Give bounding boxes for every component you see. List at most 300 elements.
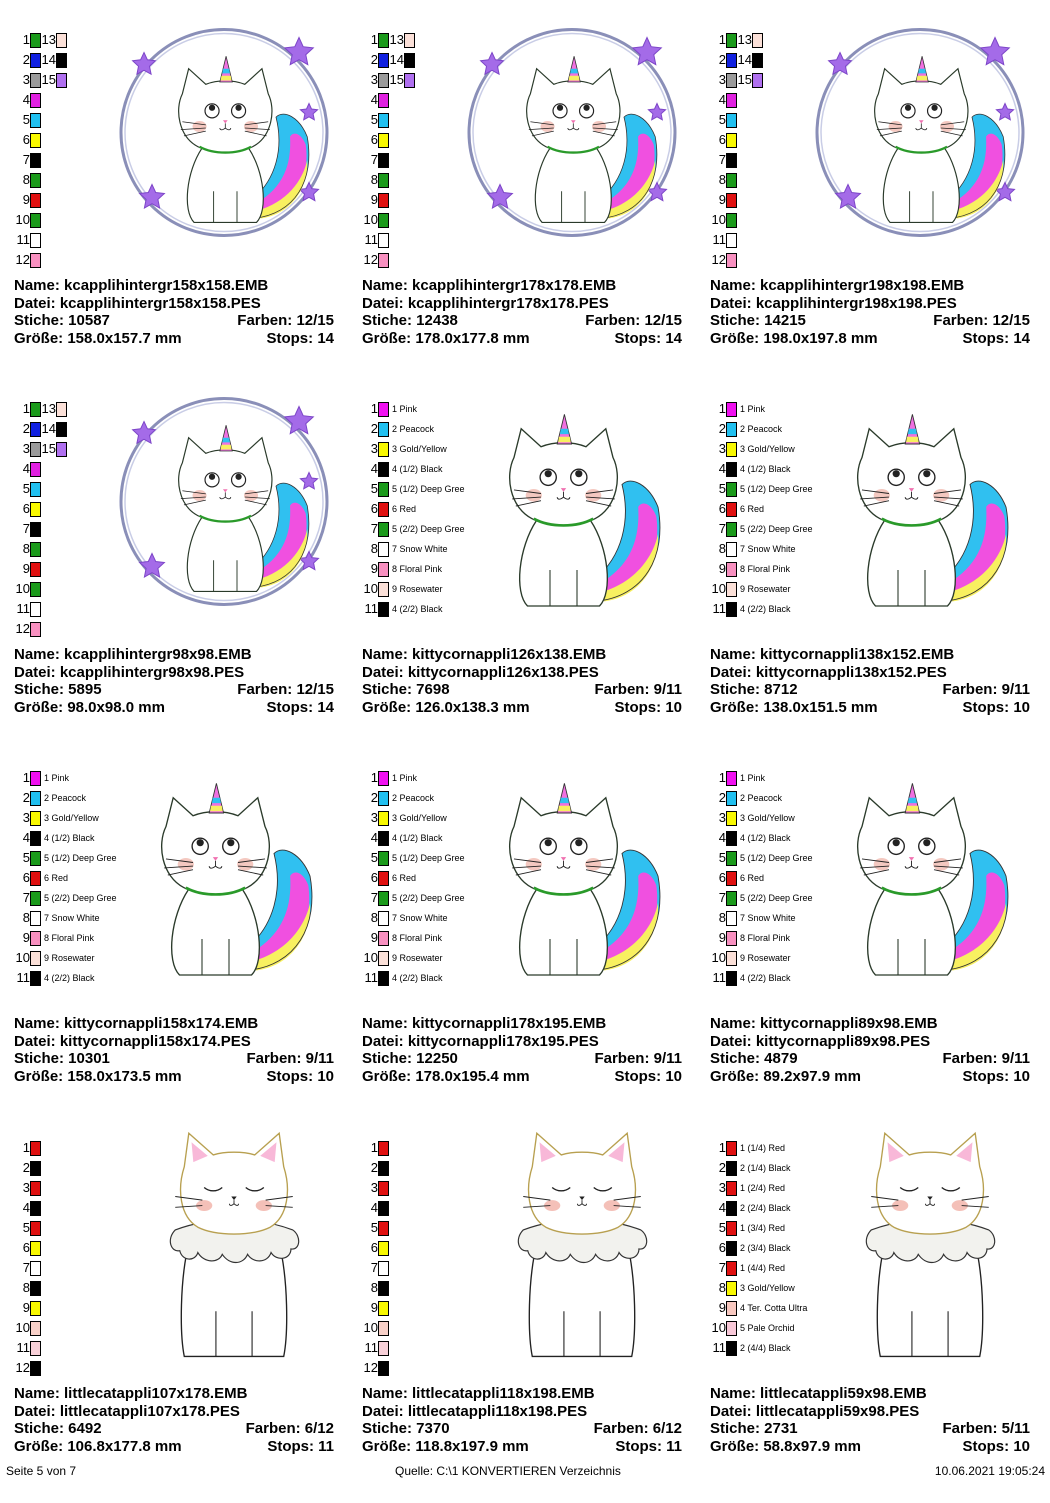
- color-swatch: [726, 193, 737, 208]
- palette-row: [362, 1238, 389, 1258]
- color-name: 8 Floral Pink: [740, 933, 791, 943]
- palette-row: [362, 110, 415, 130]
- color-swatch: [378, 1201, 389, 1216]
- color-number: 5: [718, 850, 726, 865]
- color-swatch: [378, 562, 389, 577]
- color-swatch: [30, 73, 41, 88]
- source-path: Quelle: C:\1 KONVERTIEREN Verzeichnis: [395, 1464, 621, 1478]
- color-name: 5 (1/2) Deep Gree: [740, 484, 813, 494]
- palette-row: [710, 1338, 807, 1358]
- color-name: 1 Pink: [44, 773, 70, 783]
- color-number: 8: [718, 910, 726, 925]
- color-name: 9 Rosewater: [44, 953, 95, 963]
- palette-row: [362, 599, 465, 619]
- palette-row: [14, 768, 117, 788]
- color-swatch: [726, 1161, 737, 1176]
- kittycorn-design-preview: [462, 758, 682, 983]
- color-number: 7: [370, 152, 378, 167]
- palette-row: [14, 70, 67, 90]
- color-number: 12: [15, 1360, 30, 1375]
- color-number: 5: [22, 850, 30, 865]
- color-swatch: [30, 1301, 41, 1316]
- color-number: 3: [718, 72, 726, 87]
- palette-row: [710, 50, 763, 70]
- palette-row: [362, 90, 415, 110]
- color-palette: [710, 399, 813, 619]
- color-number: 9: [718, 561, 726, 576]
- color-swatch: [56, 73, 67, 88]
- palette-row: [710, 250, 763, 270]
- color-number: 4: [718, 1200, 726, 1215]
- color-number: 5: [22, 1220, 30, 1235]
- color-name: 3 Gold/Yellow: [740, 444, 795, 454]
- design-card: [362, 768, 702, 1133]
- color-name: 2 (1/4) Black: [740, 1163, 791, 1173]
- color-name: 4 (1/2) Black: [392, 833, 443, 843]
- color-palette: [362, 768, 465, 988]
- palette-row: [362, 150, 415, 170]
- color-swatch: [378, 542, 389, 557]
- color-number: 3: [22, 810, 30, 825]
- color-name: 2 (4/4) Black: [740, 1343, 791, 1353]
- color-swatch: [726, 831, 737, 846]
- color-name: 3 Gold/Yellow: [392, 813, 447, 823]
- color-number: 1: [370, 770, 378, 785]
- color-swatch: [30, 542, 41, 557]
- palette-row: [710, 968, 813, 988]
- size-stops: Größe: 126.0x138.3 mm Stops: 10: [362, 698, 682, 716]
- palette-row: [710, 928, 813, 948]
- color-swatch: [378, 1301, 389, 1316]
- palette-row: [362, 768, 465, 788]
- color-swatch: [56, 402, 67, 417]
- color-number: 15: [389, 72, 404, 87]
- palette-row: [14, 1198, 41, 1218]
- color-swatch: [378, 811, 389, 826]
- palette-row: [362, 419, 465, 439]
- color-swatch: [30, 622, 41, 637]
- color-swatch: [726, 233, 737, 248]
- stitch-colors: Stiche: 12438 Farben: 12/15: [362, 312, 682, 329]
- color-number: 2: [370, 421, 378, 436]
- color-name: 4 (2/2) Black: [392, 604, 443, 614]
- color-swatch: [30, 422, 41, 437]
- palette-row: [14, 1238, 41, 1258]
- palette-row: [710, 190, 763, 210]
- design-info: [14, 277, 334, 347]
- design-name: Name: kittycornappli126x138.EMB: [362, 646, 607, 663]
- color-name: 5 (2/2) Deep Gree: [740, 524, 813, 534]
- color-name: 7 Snow White: [392, 544, 448, 554]
- color-swatch: [726, 1221, 737, 1236]
- palette-row: [14, 50, 67, 70]
- kitty-ring-design-preview: [462, 20, 682, 245]
- design-card: [14, 30, 354, 395]
- color-name: 1 Pink: [392, 404, 418, 414]
- color-name: 6 Red: [740, 504, 765, 514]
- color-name: 4 (2/2) Black: [740, 973, 791, 983]
- palette-row: [14, 1138, 41, 1158]
- color-swatch: [726, 871, 737, 886]
- color-swatch: [726, 542, 737, 557]
- color-number: 14: [389, 52, 404, 67]
- color-name: 2 (2/4) Black: [740, 1203, 791, 1213]
- color-number: 10: [363, 212, 378, 227]
- color-number: 11: [712, 970, 726, 985]
- color-swatch: [726, 562, 737, 577]
- color-number: 13: [41, 32, 56, 47]
- design-file: Datei: littlecatappli107x178.PES: [14, 1402, 240, 1420]
- color-swatch: [726, 582, 737, 597]
- color-swatch: [378, 1241, 389, 1256]
- design-info: [710, 277, 1030, 347]
- palette-row: [710, 439, 813, 459]
- color-swatch: [726, 1241, 737, 1256]
- palette-row: [362, 499, 465, 519]
- color-swatch: [30, 771, 41, 786]
- color-number: 7: [370, 521, 378, 536]
- color-number: 6: [22, 132, 30, 147]
- palette-row: [362, 1218, 389, 1238]
- color-swatch: [378, 1221, 389, 1236]
- color-palette: [14, 399, 67, 639]
- palette-row: [14, 1318, 41, 1338]
- color-swatch: [378, 213, 389, 228]
- color-swatch: [30, 173, 41, 188]
- color-number: 4: [370, 1200, 378, 1215]
- color-number: 2: [370, 790, 378, 805]
- palette-row: [710, 150, 763, 170]
- palette-row: [362, 848, 465, 868]
- design-info: [362, 1015, 682, 1085]
- color-swatch: [30, 213, 41, 228]
- color-number: 1: [22, 32, 30, 47]
- design-info: [362, 277, 682, 347]
- palette-row: [14, 579, 67, 599]
- color-number: 2: [22, 1160, 30, 1175]
- color-swatch: [726, 1301, 737, 1316]
- color-number: 4: [718, 461, 726, 476]
- design-card: [710, 399, 1050, 764]
- color-swatch: [378, 1361, 389, 1376]
- little-cat-design-preview: [482, 1126, 682, 1361]
- color-number: 14: [41, 421, 56, 436]
- palette-row: [362, 170, 415, 190]
- color-swatch: [30, 562, 41, 577]
- little-cat-design-preview: [134, 1126, 334, 1361]
- color-number: 9: [370, 1300, 378, 1315]
- color-number: 6: [22, 1240, 30, 1255]
- palette-row: [14, 868, 117, 888]
- color-name: 1 Pink: [740, 773, 766, 783]
- palette-row: [14, 519, 67, 539]
- color-swatch: [378, 522, 389, 537]
- design-card: [14, 768, 354, 1133]
- palette-row: [362, 230, 415, 250]
- color-number: 2: [370, 52, 378, 67]
- color-number: 10: [15, 950, 30, 965]
- color-number: 1: [370, 401, 378, 416]
- color-name: 3 Gold/Yellow: [740, 1283, 795, 1293]
- color-number: 7: [718, 152, 726, 167]
- color-number: 2: [22, 421, 30, 436]
- palette-row: [362, 579, 465, 599]
- color-number: 1: [22, 770, 30, 785]
- color-swatch: [378, 771, 389, 786]
- color-number: 4: [22, 1200, 30, 1215]
- color-name: 9 Rosewater: [740, 584, 791, 594]
- color-swatch: [726, 402, 737, 417]
- color-number: 8: [370, 1280, 378, 1295]
- palette-row: [14, 968, 117, 988]
- color-swatch: [404, 53, 415, 68]
- page-number: Seite 5 von 7: [6, 1464, 77, 1478]
- stitch-colors: Stiche: 8712 Farben: 9/11: [710, 681, 1030, 698]
- palette-row: [14, 230, 67, 250]
- color-name: 5 (1/2) Deep Gree: [44, 853, 117, 863]
- palette-row: [710, 90, 763, 110]
- color-name: 2 Peacock: [740, 793, 783, 803]
- palette-row: [14, 419, 67, 439]
- palette-row: [710, 539, 813, 559]
- color-name: 3 Gold/Yellow: [740, 813, 795, 823]
- color-number: 7: [370, 890, 378, 905]
- color-number: 11: [364, 232, 378, 247]
- color-swatch: [30, 133, 41, 148]
- design-name: Name: kcapplihintergr198x198.EMB: [710, 277, 965, 294]
- color-number: 11: [712, 1340, 726, 1355]
- design-file: Datei: kittycornappli138x152.PES: [710, 663, 947, 681]
- color-swatch: [56, 442, 67, 457]
- color-swatch: [378, 502, 389, 517]
- size-stops: Größe: 106.8x177.8 mm Stops: 11: [14, 1437, 334, 1455]
- color-swatch: [378, 1161, 389, 1176]
- color-name: 9 Rosewater: [392, 584, 443, 594]
- color-name: 7 Snow White: [740, 544, 796, 554]
- palette-row: [710, 768, 813, 788]
- kittycorn-design-preview: [810, 389, 1030, 614]
- design-file: Datei: kcapplihintergr198x198.PES: [710, 294, 957, 312]
- design-card: [362, 1138, 702, 1503]
- color-number: 14: [737, 52, 752, 67]
- color-number: 8: [718, 1280, 726, 1295]
- palette-row: [710, 1198, 807, 1218]
- palette-row: [710, 70, 763, 90]
- color-palette: [362, 399, 465, 619]
- color-name: 1 Pink: [392, 773, 418, 783]
- size-stops: Größe: 178.0x177.8 mm Stops: 14: [362, 329, 682, 347]
- color-number: 8: [22, 541, 30, 556]
- color-number: 2: [718, 421, 726, 436]
- color-number: 9: [22, 930, 30, 945]
- color-number: 8: [370, 541, 378, 556]
- color-number: 10: [363, 581, 378, 596]
- palette-row: [14, 499, 67, 519]
- stitch-colors: Stiche: 7370 Farben: 6/12: [362, 1420, 682, 1437]
- color-swatch: [752, 53, 763, 68]
- design-name: Name: kittycornappli89x98.EMB: [710, 1015, 938, 1032]
- size-stops: Größe: 158.0x157.7 mm Stops: 14: [14, 329, 334, 347]
- palette-row: [362, 190, 415, 210]
- color-number: 3: [370, 72, 378, 87]
- size-stops: Größe: 158.0x173.5 mm Stops: 10: [14, 1067, 334, 1085]
- palette-row: [710, 948, 813, 968]
- design-file: Datei: kittycornappli158x174.PES: [14, 1032, 251, 1050]
- color-swatch: [726, 1141, 737, 1156]
- palette-row: [710, 419, 813, 439]
- palette-row: [362, 1258, 389, 1278]
- design-name: Name: littlecatappli59x98.EMB: [710, 1385, 927, 1402]
- palette-row: [710, 499, 813, 519]
- color-number: 8: [370, 910, 378, 925]
- design-file: Datei: littlecatappli118x198.PES: [362, 1402, 588, 1420]
- palette-row: [710, 459, 813, 479]
- color-swatch: [726, 93, 737, 108]
- color-swatch: [30, 253, 41, 268]
- color-number: 3: [718, 810, 726, 825]
- color-swatch: [726, 213, 737, 228]
- color-number: 6: [370, 132, 378, 147]
- color-number: 10: [363, 950, 378, 965]
- color-swatch: [30, 891, 41, 906]
- color-swatch: [30, 1141, 41, 1156]
- design-info: [14, 1385, 334, 1455]
- color-palette: [710, 1138, 807, 1358]
- design-info: [710, 646, 1030, 716]
- color-swatch: [30, 93, 41, 108]
- kitty-ring-design-preview: [114, 389, 334, 614]
- palette-row: [362, 948, 465, 968]
- palette-row: [14, 928, 117, 948]
- color-name: 8 Floral Pink: [392, 564, 443, 574]
- color-number: 11: [712, 232, 726, 247]
- color-number: 2: [22, 52, 30, 67]
- color-swatch: [378, 911, 389, 926]
- color-number: 6: [718, 132, 726, 147]
- color-swatch: [30, 851, 41, 866]
- color-number: 13: [389, 32, 404, 47]
- design-name: Name: kittycornappli158x174.EMB: [14, 1015, 259, 1032]
- color-swatch: [378, 193, 389, 208]
- stitch-colors: Stiche: 10587 Farben: 12/15: [14, 312, 334, 329]
- design-card: [710, 768, 1050, 1133]
- color-number: 1: [22, 401, 30, 416]
- color-swatch: [378, 891, 389, 906]
- color-number: 10: [15, 581, 30, 596]
- kittycorn-design-preview: [462, 389, 682, 614]
- color-swatch: [30, 113, 41, 128]
- palette-row: [710, 828, 813, 848]
- color-number: 3: [370, 441, 378, 456]
- palette-row: [362, 559, 465, 579]
- color-swatch: [726, 1181, 737, 1196]
- color-swatch: [30, 582, 41, 597]
- color-swatch: [378, 1261, 389, 1276]
- color-swatch: [726, 602, 737, 617]
- color-number: 6: [718, 870, 726, 885]
- color-number: 9: [22, 561, 30, 576]
- color-number: 7: [718, 890, 726, 905]
- color-swatch: [30, 233, 41, 248]
- color-name: 2 Peacock: [392, 424, 435, 434]
- color-name: 1 Pink: [740, 404, 766, 414]
- little-cat-design-preview: [830, 1126, 1030, 1361]
- color-number: 11: [16, 1340, 30, 1355]
- design-file: Datei: kittycornappli89x98.PES: [710, 1032, 931, 1050]
- color-swatch: [726, 851, 737, 866]
- color-number: 12: [15, 252, 30, 267]
- palette-row: [362, 479, 465, 499]
- color-swatch: [378, 482, 389, 497]
- color-swatch: [30, 1221, 41, 1236]
- kitty-ring-design-preview: [114, 20, 334, 245]
- color-name: 1 (1/4) Red: [740, 1143, 786, 1153]
- color-swatch: [726, 73, 737, 88]
- design-card: [710, 1138, 1050, 1503]
- color-name: 7 Snow White: [392, 913, 448, 923]
- color-number: 3: [22, 441, 30, 456]
- palette-row: [362, 539, 465, 559]
- color-swatch: [56, 53, 67, 68]
- palette-row: [362, 439, 465, 459]
- palette-row: [14, 479, 67, 499]
- color-name: 2 Peacock: [392, 793, 435, 803]
- color-name: 4 (1/2) Black: [44, 833, 95, 843]
- palette-row: [14, 1338, 41, 1358]
- palette-row: [710, 110, 763, 130]
- palette-row: [710, 479, 813, 499]
- color-swatch: [378, 253, 389, 268]
- color-number: 3: [718, 1180, 726, 1195]
- palette-row: [362, 888, 465, 908]
- palette-row: [710, 888, 813, 908]
- color-name: 6 Red: [392, 873, 417, 883]
- stitch-colors: Stiche: 2731 Farben: 5/11: [710, 1420, 1030, 1437]
- color-name: 5 (1/2) Deep Gree: [392, 853, 465, 863]
- palette-row: [362, 519, 465, 539]
- color-number: 5: [718, 1220, 726, 1235]
- palette-row: [14, 619, 67, 639]
- size-stops: Größe: 138.0x151.5 mm Stops: 10: [710, 698, 1030, 716]
- design-file: Datei: kittycornappli126x138.PES: [362, 663, 599, 681]
- palette-row: [14, 848, 117, 868]
- color-number: 7: [370, 1260, 378, 1275]
- size-stops: Größe: 178.0x195.4 mm Stops: 10: [362, 1067, 682, 1085]
- palette-row: [14, 1258, 41, 1278]
- stitch-colors: Stiche: 10301 Farben: 9/11: [14, 1050, 334, 1067]
- stitch-colors: Stiche: 5895 Farben: 12/15: [14, 681, 334, 698]
- color-name: 5 (2/2) Deep Gree: [44, 893, 117, 903]
- palette-row: [710, 399, 813, 419]
- color-swatch: [752, 73, 763, 88]
- color-swatch: [726, 971, 737, 986]
- palette-row: [710, 808, 813, 828]
- color-swatch: [30, 1201, 41, 1216]
- palette-row: [14, 439, 67, 459]
- palette-row: [710, 1258, 807, 1278]
- color-swatch: [378, 971, 389, 986]
- palette-row: [362, 1158, 389, 1178]
- design-name: Name: kittycornappli138x152.EMB: [710, 646, 955, 663]
- design-name: Name: kittycornappli178x195.EMB: [362, 1015, 607, 1032]
- color-number: 1: [22, 1140, 30, 1155]
- color-name: 2 Peacock: [44, 793, 87, 803]
- design-card: [14, 399, 354, 764]
- color-name: 5 (2/2) Deep Gree: [392, 524, 465, 534]
- palette-row: [710, 908, 813, 928]
- color-name: 5 (1/2) Deep Gree: [740, 853, 813, 863]
- color-number: 11: [16, 232, 30, 247]
